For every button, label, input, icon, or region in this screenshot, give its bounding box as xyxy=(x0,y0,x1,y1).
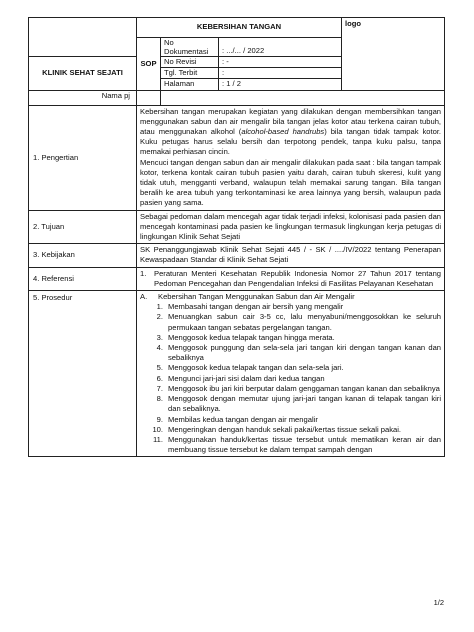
procedure-subsection-title: A. Kebersihan Tangan Menggunakan Sabun dan Air Mengalir xyxy=(140,292,355,302)
field-halaman-value: : 1 / 2 xyxy=(219,79,342,90)
procedure-step: 4. Menggosok punggung dan sela-sela jari tangan kiri dengan tangan kanan dan sebaliknya xyxy=(156,343,442,363)
field-tgl-terbit-value: : xyxy=(219,68,342,79)
section-content-kebijakan: SK Penanggungjawab Klinik Sehat Sejati 445 / - SK / ..../IV/2022 tentang Penerapan Kewaspadaan Standar di Klinik Sehat Sejati xyxy=(137,244,445,267)
reference-item: 1. Peraturan Menteri Kesehatan Republik Indonesia Nomor 27 Tahun 2017 tentang Pedoman Pencegahan dan Pengendalian Infeksi di Fasilitas Pelayanan Kesehatan xyxy=(140,268,442,288)
pengertian-paragraph-2: Mencuci tangan dengan sabun dan air mengalir dilakukan pada saat : bila tangan tampak kotor, terkena kontak cairan tubuh pasien yaitu darah, cairan tubuh skeresi, kulit yang tidak utuh, mengganti verband, walaupun telah memakai sarung tangan. Bila tangan beralih ke area tubuh yang terkontaminasi ke area lainnya yang bersih, walaupun pada pasien yang sama. xyxy=(140,157,442,208)
procedure-step: 7. Menggosok ibu jari kiri berputar dalam genggaman tangan kanan dan sebaliknya xyxy=(156,383,440,393)
field-halaman-label: Halaman xyxy=(161,79,219,90)
logo-left-cell xyxy=(29,18,137,57)
procedure-steps xyxy=(140,302,441,455)
section-label-pengertian: 1. Pengertian xyxy=(29,105,137,210)
procedure-step: 10. Mengeringkan dengan handuk sekali pakai/kertas tissue sekali pakai. xyxy=(152,424,402,434)
page-number: 1/2 xyxy=(433,598,444,607)
field-no-dokumentasi-label: No Dokumentasi xyxy=(161,38,219,57)
document-title: KEBERSIHAN TANGAN xyxy=(137,18,342,38)
section-label-kebijakan: 3. Kebijakan xyxy=(29,244,137,267)
procedure-step: 8. Menggosok dengan memutar ujung jari-jari tangan kanan di telapak tangan kiri dan sebaliknya. xyxy=(156,394,442,414)
field-no-revisi-value: : - xyxy=(219,57,342,68)
sop-table xyxy=(28,17,445,457)
field-no-dokumentasi-value: : .../... / 2022 xyxy=(219,38,342,57)
procedure-step: 1. Membasahi tangan dengan air bersih yang mengalir xyxy=(156,302,344,312)
clinic-name: KLINIK SEHAT SEJATI xyxy=(29,57,137,91)
procedure-step: 2. Menuangkan sabun cair 3-5 cc, lalu menyabuni/menggosokkan ke seluruh permukaan tangan sebatas pergelangan tangan. xyxy=(156,312,442,332)
section-content-pengertian xyxy=(137,105,445,210)
section-label-referensi: 4. Referensi xyxy=(29,267,137,290)
section-content-referensi xyxy=(137,267,445,290)
section-content-prosedur xyxy=(137,291,445,457)
section-label-prosedur: 5. Prosedur xyxy=(29,291,137,457)
field-tgl-terbit-label: Tgl. Terbit xyxy=(161,68,219,79)
signature-area xyxy=(161,90,445,105)
field-no-revisi-label: No Revisi xyxy=(161,57,219,68)
section-content-tujuan: Sebagai pedoman dalam mencegah agar tidak terjadi infeksi, kolonisasi pada pasien dan mencegah kontaminasi pada pasien ke lingkungan termasuk lingkungan kerja petugas di lingkungan Klinik Sehat Sejati xyxy=(137,210,445,244)
procedure-step: 5. Menggosok kedua telapak tangan dan sela-sela jari. xyxy=(156,363,344,373)
section-label-tujuan: 2. Tujuan xyxy=(29,210,137,244)
procedure-step: 6. Mengunci jari-jari sisi dalam dari kedua tangan xyxy=(156,373,325,383)
sop-label: SOP xyxy=(137,38,161,91)
procedure-step: 9. Membilas kedua tangan dengan air mengalir xyxy=(156,414,318,424)
nama-pj-label: Nama pj xyxy=(29,90,137,105)
procedure-step: 11. Menggunakan handuk/kertas tissue tersebut untuk mematikan keran air dan membuang tissue tersebut ke dalam tempat sampah dengan xyxy=(153,434,442,455)
logo-placeholder: logo xyxy=(342,18,445,91)
pengertian-paragraph-1: Kebersihan tangan merupakan kegiatan yang dilakukan dengan membersihkan tangan menggunakan sabun dan air mengalir bila tangan jelas kotor atau terkena cairan tubuh, atau menggunakan alkohol (alcohol-based handrubs) bila tangan tidak tampak kotor. Kuku petugas harus selalu bersih dan terpotong pendek, tanpa kuku palsu, tanpa memakai perhiasan cincin. xyxy=(140,106,442,157)
procedure-step: 3. Menggosok kedua telapak tangan hingga merata. xyxy=(156,332,335,342)
